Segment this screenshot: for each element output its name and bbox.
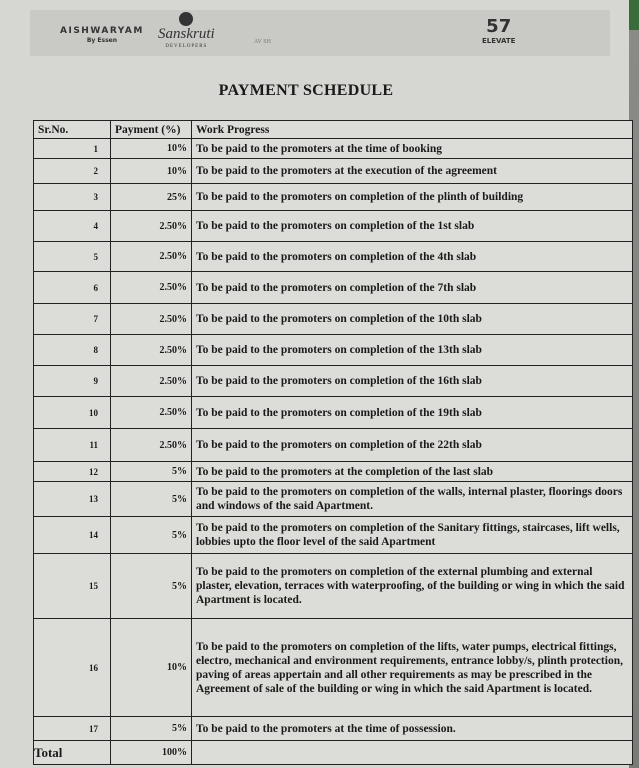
cell-payment: 2.50% (111, 242, 192, 272)
cell-payment: 2.50% (111, 397, 192, 429)
cell-payment: 5% (111, 482, 192, 517)
table-row (34, 159, 633, 184)
table-row (34, 482, 633, 517)
table-row (34, 335, 633, 366)
sanskruti-logo (158, 12, 215, 50)
cell-sr: 15 (34, 554, 111, 619)
table-row (34, 429, 633, 462)
cell-payment: 5% (111, 717, 192, 741)
cell-work: To be paid to the promoters on completion of the 1st slab (192, 211, 633, 242)
column-header-payment: Payment (%) (111, 121, 192, 139)
table-row (34, 717, 633, 741)
middle-logo: AV SH (254, 39, 271, 45)
table-row (34, 554, 633, 619)
table-row (34, 211, 633, 242)
table-row (34, 242, 633, 272)
table-row (34, 462, 633, 482)
sanskruti-logo-subtext: DEVELOPERS (165, 44, 208, 49)
cell-sr: 16 (34, 619, 111, 717)
cell-work: To be paid to the promoters at the completion of the last slab (192, 462, 633, 482)
table-row (34, 304, 633, 335)
cell-payment: 2.50% (111, 304, 192, 335)
cell-sr: 6 (34, 272, 111, 304)
cell-work: To be paid to the promoters at the time of booking (192, 139, 633, 159)
cell-work: To be paid to the promoters on completion of the 19th slab (192, 397, 633, 429)
cell-work: To be paid to the promoters on completion of the 10th slab (192, 304, 633, 335)
cell-sr: 9 (34, 366, 111, 397)
table-row (34, 184, 633, 211)
cell-work: To be paid to the promoters on completion of the 7th slab (192, 272, 633, 304)
cell-payment: 2.50% (111, 272, 192, 304)
cell-work: To be paid to the promoters on completion of the 16th slab (192, 366, 633, 397)
cell-sr: 5 (34, 242, 111, 272)
table-row (34, 619, 633, 717)
table-row (34, 517, 633, 554)
total-empty-cell (192, 741, 633, 765)
table-header-row (34, 121, 633, 139)
cell-work: To be paid to the promoters on completion of the 22th slab (192, 429, 633, 462)
table-row (34, 366, 633, 397)
aishwaryam-logo-text: AISHWARYAM (60, 26, 144, 36)
aishwaryam-logo (60, 26, 144, 45)
cell-sr: 4 (34, 211, 111, 242)
column-header-sr-no: Sr.No. (34, 121, 111, 139)
cell-payment: 25% (111, 184, 192, 211)
cell-sr: 14 (34, 517, 111, 554)
cell-work: To be paid to the promoters on completion of the 13th slab (192, 335, 633, 366)
cell-sr: 11 (34, 429, 111, 462)
cell-payment: 5% (111, 517, 192, 554)
elevate-logo (482, 16, 515, 46)
table-row (34, 139, 633, 159)
elevate-logo-number: 57 (486, 16, 512, 37)
cell-payment: 2.50% (111, 366, 192, 397)
table-row (34, 397, 633, 429)
cell-payment: 5% (111, 462, 192, 482)
cell-sr: 13 (34, 482, 111, 517)
cell-sr: 1 (34, 139, 111, 159)
column-header-work-progress: Work Progress (192, 121, 633, 139)
cell-work: To be paid to the promoters on completion of the lifts, water pumps, electrical fittings, electro, mechanical and environment requirements, entrance lobby/s, plinth protection, paving of areas appertain and all other requirements as may be prescribed in the Agreement of sale of the building or wing in which the said Apartment is located. (192, 619, 633, 717)
cell-work: To be paid to the promoters on completion of the external plumbing and external plaster, elevation, terraces with waterproofing, of the building or wing in which the said Apartment is located. (192, 554, 633, 619)
cell-sr: 7 (34, 304, 111, 335)
cell-work: To be paid to the promoters at the time of possession. (192, 717, 633, 741)
elevate-logo-text: ELEVATE (482, 37, 516, 45)
cell-payment: 5% (111, 554, 192, 619)
cell-work: To be paid to the promoters on completion of the walls, internal plaster, floorings doors and windows of the said Apartment. (192, 482, 633, 517)
cell-payment: 10% (111, 159, 192, 184)
cell-work: To be paid to the promoters on completion of the plinth of building (192, 184, 633, 211)
cell-payment: 2.50% (111, 335, 192, 366)
cell-work: To be paid to the promoters on completion of the 4th slab (192, 242, 633, 272)
cell-sr: 3 (34, 184, 111, 211)
cell-payment: 10% (111, 619, 192, 717)
cell-sr: 17 (34, 717, 111, 741)
cell-payment: 2.50% (111, 211, 192, 242)
cell-work: To be paid to the promoters on completion of the Sanitary fittings, staircases, lift wells, lobbies upto the floor level of the said Apartment (192, 517, 633, 554)
total-value: 100% (111, 741, 192, 765)
cell-payment: 10% (111, 139, 192, 159)
total-label: Total (34, 741, 111, 765)
cell-work: To be paid to the promoters at the execution of the agreement (192, 159, 633, 184)
cell-sr: 12 (34, 462, 111, 482)
total-row (34, 741, 633, 765)
page-title: PAYMENT SCHEDULE (218, 82, 394, 99)
cell-sr: 10 (34, 397, 111, 429)
cell-sr: 8 (34, 335, 111, 366)
cell-sr: 2 (34, 159, 111, 184)
sanskruti-logo-text: Sanskruti (158, 26, 215, 42)
cell-payment: 2.50% (111, 429, 192, 462)
payment-schedule-table (33, 120, 633, 765)
aishwaryam-logo-subtext: By Essen (86, 37, 117, 44)
sanskruti-emblem-icon (179, 12, 193, 26)
table-row (34, 272, 633, 304)
